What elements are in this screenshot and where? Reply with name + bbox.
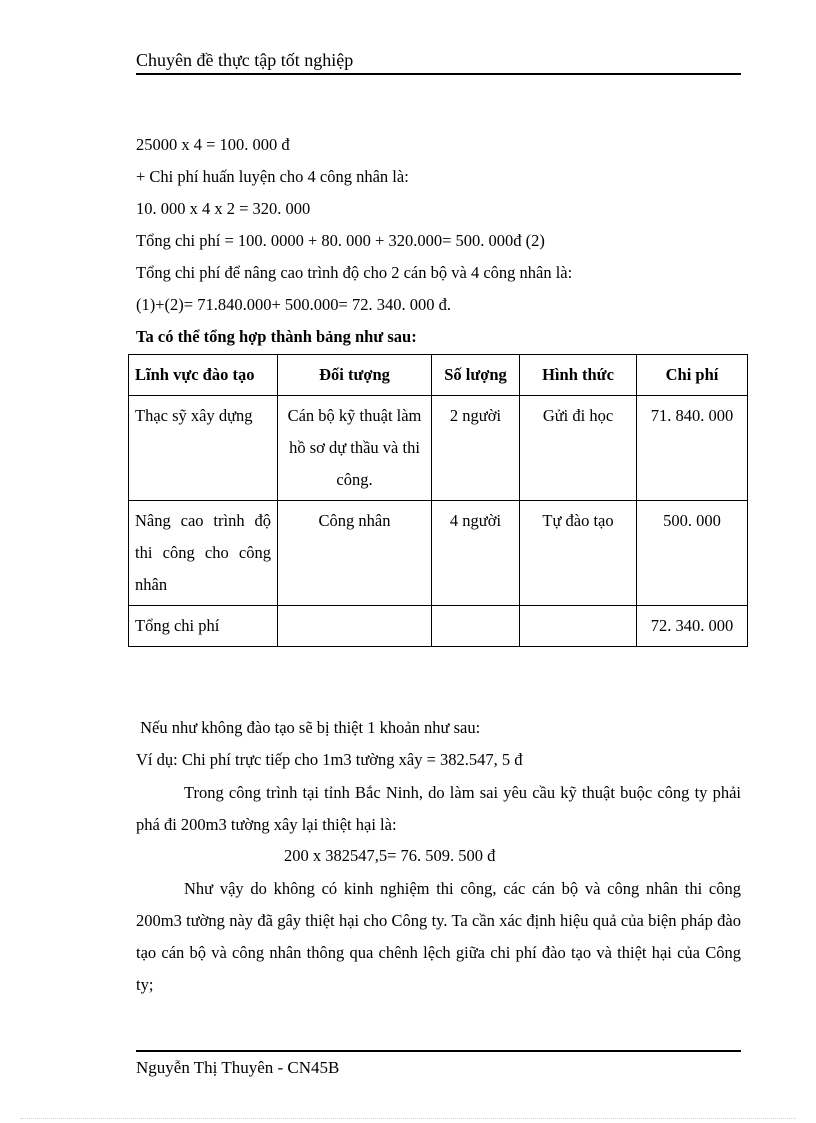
- table-cell: Tự đào tạo: [520, 501, 637, 606]
- table-cell: [520, 606, 637, 647]
- table-heading: Ta có thể tổng hợp thành bảng như sau:: [136, 327, 417, 346]
- page-bottom-edge: [20, 1118, 796, 1119]
- header-rule: [136, 73, 741, 75]
- table-cell: [432, 606, 520, 647]
- calc-line-5: Tổng chi phí để nâng cao trình độ cho 2 cán bộ và 4 công nhân là:: [136, 263, 573, 282]
- table-cell: 72. 340. 000: [637, 606, 748, 647]
- table-cell: Cán bộ kỹ thuật làm hồ sơ dự thầu và thi công.: [278, 396, 432, 501]
- training-cost-table: [128, 354, 748, 647]
- table-cell: Gửi đi học: [520, 396, 637, 501]
- table-cell: Tổng chi phí: [129, 606, 278, 647]
- col-header-form: Hình thức: [520, 355, 637, 396]
- table-row: [129, 396, 748, 501]
- calc-line-1: 25000 x 4 = 100. 000 đ: [136, 135, 290, 154]
- paragraph-1: Trong công trình tại tỉnh Bắc Ninh, do làm sai yêu cầu kỹ thuật buộc công ty phải phá đi 200m3 tường xây lại thiệt hại là:: [136, 783, 741, 834]
- table-cell: 4 người: [432, 501, 520, 606]
- table-cell: [278, 606, 432, 647]
- after-line-2: Ví dụ: Chi phí trực tiếp cho 1m3 tường xây = 382.547, 5 đ: [136, 750, 523, 769]
- table-row-total: [129, 606, 748, 647]
- table-cell: 2 người: [432, 396, 520, 501]
- table-header-row: [129, 355, 748, 396]
- col-header-field: Lĩnh vực đào tạo: [129, 355, 278, 396]
- col-header-cost: Chi phí: [637, 355, 748, 396]
- table-cell: Thạc sỹ xây dựng: [129, 396, 278, 501]
- table-cell: Nâng cao trình độ thi công cho công nhân: [129, 501, 278, 606]
- calc-line-2: + Chi phí huấn luyện cho 4 công nhân là:: [136, 167, 409, 186]
- after-line-1: Nếu như không đào tạo sẽ bị thiệt 1 khoản như sau:: [136, 718, 481, 737]
- header-title: Chuyên đề thực tập tốt nghiệp: [136, 50, 354, 70]
- table-row: [129, 501, 748, 606]
- calc-line-4: Tổng chi phí = 100. 0000 + 80. 000 + 320.000= 500. 000đ (2): [136, 231, 545, 250]
- col-header-target: Đối tượng: [278, 355, 432, 396]
- calc-line-6: (1)+(2)= 71.840.000+ 500.000= 72. 340. 000 đ.: [136, 295, 451, 314]
- col-header-quantity: Số lượng: [432, 355, 520, 396]
- paragraph-2: Như vậy do không có kinh nghiệm thi công, các cán bộ và công nhân thi công 200m3 tường này đã gây thiệt hại cho Công ty. Ta cần xác định hiệu quả của biện pháp đào tạo cán bộ và công nhân thông qua chênh lệch giữa chi phí đào tạo và thiệt hại của Công ty;: [136, 879, 741, 994]
- footer-rule: [136, 1050, 741, 1052]
- table-cell: 71. 840. 000: [637, 396, 748, 501]
- footer-author: Nguyễn Thị Thuyên - CN45B: [136, 1058, 340, 1077]
- calc-line-3: 10. 000 x 4 x 2 = 320. 000: [136, 199, 311, 218]
- table-cell: Công nhân: [278, 501, 432, 606]
- table-cell: 500. 000: [637, 501, 748, 606]
- formula-line: 200 x 382547,5= 76. 509. 500 đ: [284, 846, 496, 865]
